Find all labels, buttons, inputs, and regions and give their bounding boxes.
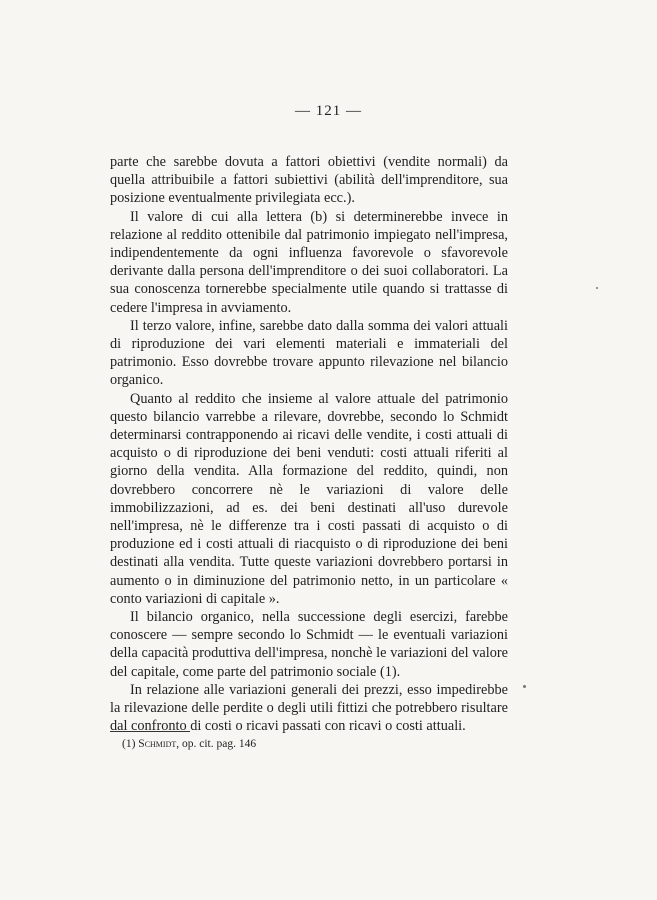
paragraph-6: In relazione alle variazioni generali dei prezzi, esso impedirebbe la rilevazione delle perdite o degli utili fittizi che potrebbero risultare dal confronto di costi o ricavi passati con ricavi o costi attuali.: [110, 681, 508, 735]
page-number: — 121 —: [295, 103, 362, 119]
footnote: [122, 737, 256, 751]
paragraph-2: Il valore di cui alla lettera (b) si determinerebbe invece in relazione al reddito ottenibile dal patrimonio impiegato nell'impresa, indipendentemente da ogni influenza favorevole o sfavorevole derivante dalla persona dell'imprenditore o dei suoi collaboratori. La sua conoscenza tornerebbe specialmente utile quando si trattasse di cedere l'impresa in avviamento.: [110, 208, 508, 316]
footnote-marker: (1): [122, 738, 136, 750]
margin-speck: [596, 287, 598, 289]
paragraph-1: parte che sarebbe dovuta a fattori obiettivi (vendite normali) da quella attribuibile a fattori subiettivi (abilità dell'imprenditore, sua posizione eventualmente privilegiata ecc.).: [110, 154, 508, 207]
footnote-author: Schmidt,: [138, 738, 180, 750]
margin-speck: [523, 685, 526, 688]
paragraph-4: Quanto al reddito che insieme al valore attuale del patrimonio questo bilancio varrebbe a rilevare, dovrebbe, secondo lo Schmidt determinarsi contrapponendo ai ricavi delle vendite, i costi attuali di acquisto o di riproduzione dei beni venduti: costi attuali riferiti al giorno della vendita. Alla formazione del reddito, quindi, non dovrebbero concorrere nè le variazioni di valore delle immobilizzazioni, ad es. dei beni destinati all'uso durevole nell'impresa, nè le differenze tra i costi passati di acquisto o di produzione ed i costi attuali di riacquisto o di riproduzione dei beni destinati alla vendita. Tutte queste variazioni dovrebbero portarsi in aumento o in diminuzione del patrimonio netto, in un particolare « conto variazioni di capitale ».: [110, 390, 508, 607]
footnote-divider: [110, 731, 190, 732]
paragraph-5: Il bilancio organico, nella successione degli esercizi, farebbe conoscere — sempre secondo lo Schmidt — le eventuali variazioni della capacità produttiva dell'impresa, nonchè le variazioni del valore del capitale, come parte del patrimonio sociale (1).: [110, 609, 508, 680]
footnote-reference: op. cit. pag. 146: [182, 738, 257, 750]
body-text: [110, 153, 508, 736]
paragraph-3: Il terzo valore, infine, sarebbe dato dalla somma dei valori attuali di riproduzione dei vari elementi materiali e immateriali del patrimonio. Esso dovrebbe trovare appunto rilevazione nel bilancio organico.: [110, 317, 508, 389]
